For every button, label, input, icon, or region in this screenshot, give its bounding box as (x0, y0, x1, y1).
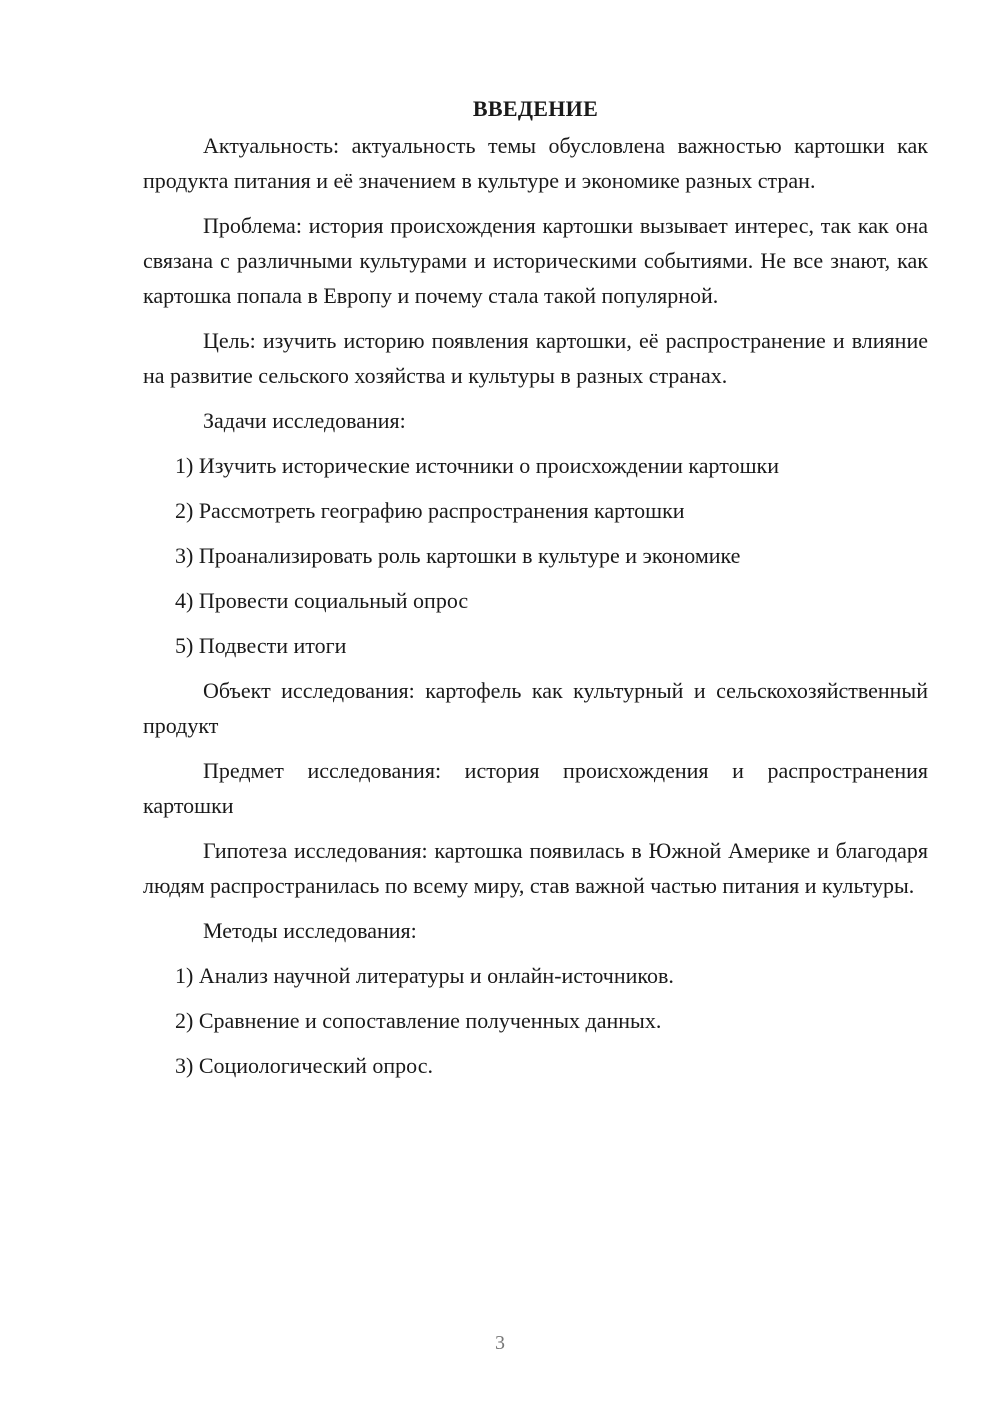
task-item: 1) Изучить исторические источники о происхождении картошки (175, 453, 779, 478)
task-item: 4) Провести социальный опрос (175, 588, 469, 613)
method-item: 2) Сравнение и сопоставление полученных данных. (175, 1008, 662, 1033)
document-page (143, 92, 928, 1093)
method-item: 3) Социологический опрос. (175, 1053, 433, 1078)
object-paragraph: Объект исследования: картофель как культурный и сельскохозяйственный продукт (143, 678, 928, 738)
task-item: 2) Рассмотреть географию распространения картошки (175, 498, 685, 523)
methods-heading: Методы исследования: (203, 918, 417, 943)
problem-paragraph: Проблема: история происхождения картошки вызывает интерес, так как она связана с различными культурами и историческими событиями. Не все знают, как картошка попала в Европу и почему стала такой популярной. (143, 213, 928, 308)
hypothesis-paragraph: Гипотеза исследования: картошка появилась в Южной Америке и благодаря людям распространилась по всему миру, став важной частью питания и культуры. (143, 838, 928, 898)
task-item: 5) Подвести итоги (175, 633, 347, 658)
section-title: ВВЕДЕНИЕ (472, 96, 599, 121)
page-number: 3 (495, 1332, 505, 1354)
method-item: 1) Анализ научной литературы и онлайн-источников. (175, 963, 674, 988)
subject-paragraph: Предмет исследования: история происхождения и распространения картошки (143, 758, 928, 818)
goal-paragraph: Цель: изучить историю появления картошки, её распространение и влияние на развитие сельского хозяйства и культуры в разных странах. (143, 328, 928, 388)
relevance-paragraph: Актуальность: актуальность темы обусловлена важностью картошки как продукта питания и её значением в культуре и экономике разных стран. (143, 133, 928, 193)
tasks-heading: Задачи исследования: (203, 408, 406, 433)
task-item: 3) Проанализировать роль картошки в культуре и экономике (175, 543, 741, 568)
